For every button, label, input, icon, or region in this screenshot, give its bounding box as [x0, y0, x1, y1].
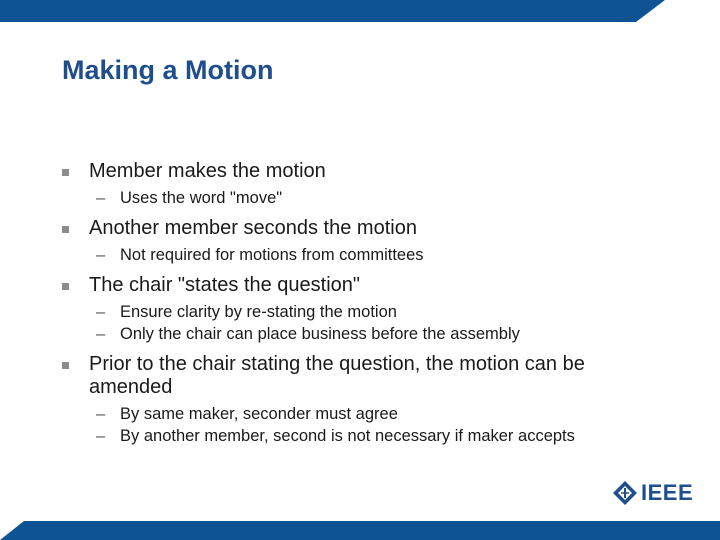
- bullet-text: The chair "states the question": [89, 274, 361, 296]
- sub-bullet-text: Ensure clarity by re-stating the motion: [120, 303, 397, 321]
- slide-title: Making a Motion: [62, 55, 274, 85]
- bullet-marker: [62, 362, 69, 369]
- sub-bullet-item: [62, 425, 662, 447]
- bullet-marker: [62, 169, 69, 176]
- sub-bullet-dash: –: [96, 246, 106, 264]
- bottom-band-graphic: [0, 521, 720, 540]
- sub-bullet-item: [62, 244, 662, 266]
- bullet-text: Member makes the motion: [89, 160, 326, 182]
- bullet-item: [62, 217, 662, 240]
- bottom-band: [0, 521, 720, 540]
- bullet-item: [62, 353, 662, 399]
- bullet-marker: [62, 226, 69, 233]
- bullet-marker: [62, 283, 69, 290]
- sub-bullet-dash: –: [96, 189, 106, 207]
- sub-bullet-text: By same maker, seconder must agree: [120, 405, 398, 423]
- logo-text: IEEE: [641, 480, 694, 505]
- sub-bullet-text: Not required for motions from committees: [120, 246, 424, 264]
- sub-bullet-dash: –: [96, 303, 106, 321]
- bullet-text: Prior to the chair stating the question, the motion can be amended: [89, 353, 585, 398]
- bullet-text: Another member seconds the motion: [89, 217, 417, 239]
- sub-bullet-text: Uses the word "move": [120, 189, 283, 207]
- sub-bullet-item: [62, 403, 662, 425]
- bullet-item: [62, 274, 662, 297]
- top-band: [0, 0, 720, 22]
- bullet-list: [62, 160, 662, 447]
- ieee-logo: [612, 480, 693, 506]
- sub-bullet-item: [62, 323, 662, 345]
- sub-bullet-text: By another member, second is not necessary if maker accepts: [120, 427, 575, 445]
- ieee-diamond-icon: [612, 480, 638, 506]
- sub-bullet-item: [62, 301, 662, 323]
- sub-bullet-text: Only the chair can place business before the assembly: [120, 325, 520, 343]
- sub-bullet-item: [62, 187, 662, 209]
- sub-bullet-dash: –: [96, 405, 106, 423]
- bullet-item: [62, 160, 662, 183]
- sub-bullet-dash: –: [96, 427, 106, 445]
- top-band-graphic: [0, 0, 720, 22]
- sub-bullet-dash: –: [96, 325, 106, 343]
